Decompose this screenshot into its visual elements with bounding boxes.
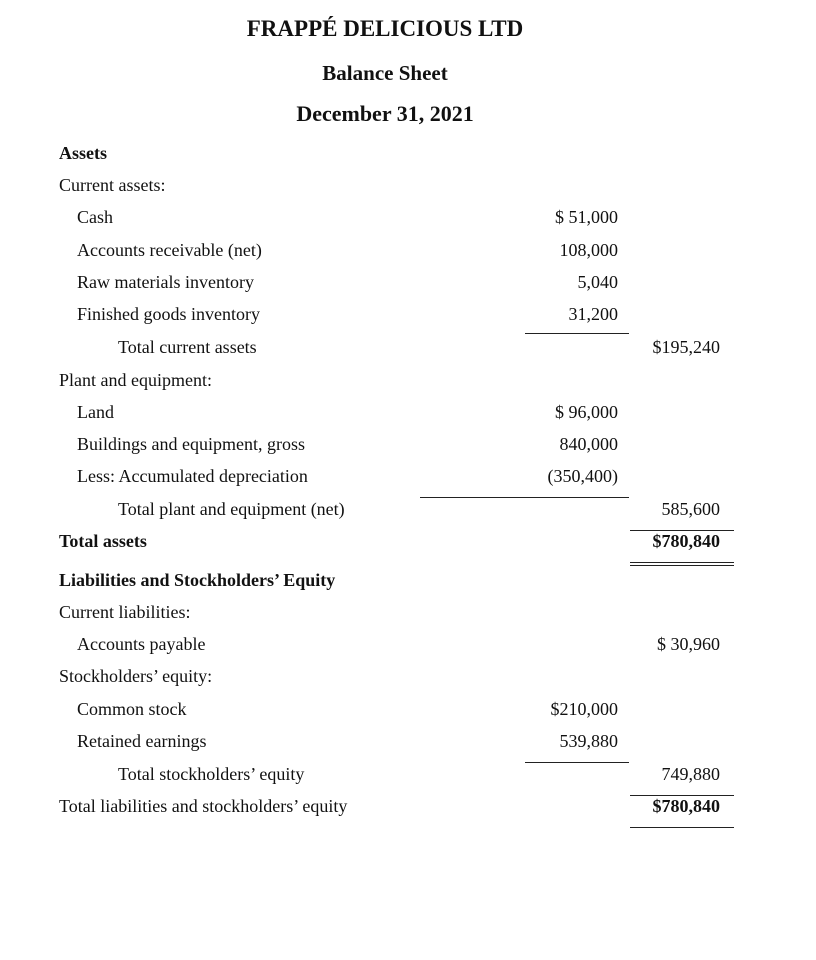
line-item-amount: $ 30,960 bbox=[657, 634, 720, 654]
total-liabilities-equity-label: Total liabilities and stockholders’ equity bbox=[59, 796, 348, 816]
line-item-row bbox=[0, 628, 816, 660]
total-current-assets-label: Total current assets bbox=[118, 337, 257, 357]
line-item-amount: $ 96,000 bbox=[555, 402, 618, 422]
line-item-row bbox=[0, 428, 816, 460]
total-assets-row bbox=[0, 525, 816, 557]
total-liabilities-equity-row bbox=[0, 790, 816, 822]
total-liabilities-equity-amount: $780,840 bbox=[652, 796, 720, 816]
line-item-row bbox=[0, 298, 816, 330]
statement-title: Balance Sheet bbox=[322, 61, 448, 85]
line-item-label: Accounts payable bbox=[77, 634, 206, 654]
line-item-label: Raw materials inventory bbox=[77, 272, 254, 292]
current-liabilities-heading: Current liabilities: bbox=[59, 602, 191, 622]
plant-heading: Plant and equipment: bbox=[59, 370, 212, 390]
liabilities-equity-heading: Liabilities and Stockholders’ Equity bbox=[59, 570, 336, 590]
line-item-row bbox=[0, 266, 816, 298]
total-assets-label: Total assets bbox=[59, 531, 147, 551]
total-assets-amount: $780,840 bbox=[652, 531, 720, 551]
total-current-assets-amount: $195,240 bbox=[652, 337, 720, 357]
plant-heading-row bbox=[0, 364, 816, 396]
equity-heading-row bbox=[0, 660, 816, 692]
line-item-label: Finished goods inventory bbox=[77, 304, 260, 324]
statement-date: December 31, 2021 bbox=[296, 101, 474, 126]
line-item-amount: 108,000 bbox=[559, 240, 618, 260]
line-item-amount: $210,000 bbox=[550, 699, 618, 719]
total-underline-rule bbox=[630, 827, 734, 828]
line-item-label: Land bbox=[77, 402, 114, 422]
line-item-amount: $ 51,000 bbox=[555, 207, 618, 227]
line-item-row bbox=[0, 396, 816, 428]
line-item-amount: (350,400) bbox=[547, 466, 618, 486]
current-assets-heading: Current assets: bbox=[59, 175, 166, 195]
total-equity-amount: 749,880 bbox=[661, 764, 720, 784]
line-item-amount: 5,040 bbox=[577, 272, 618, 292]
total-equity-row bbox=[0, 758, 816, 790]
line-item-row bbox=[0, 460, 816, 492]
current-liabilities-heading-row bbox=[0, 596, 816, 628]
current-assets-heading-row bbox=[0, 169, 816, 201]
total-plant-label: Total plant and equipment (net) bbox=[118, 499, 345, 519]
line-item-row bbox=[0, 201, 816, 233]
line-item-label: Less: Accumulated depreciation bbox=[77, 466, 308, 486]
line-item-amount: 840,000 bbox=[559, 434, 618, 454]
line-item-label: Retained earnings bbox=[77, 731, 207, 751]
line-item-label: Buildings and equipment, gross bbox=[77, 434, 305, 454]
line-item-row bbox=[0, 234, 816, 266]
total-current-assets-row bbox=[0, 331, 816, 363]
line-item-row bbox=[0, 693, 816, 725]
assets-heading-row bbox=[0, 137, 816, 169]
equity-heading: Stockholders’ equity: bbox=[59, 666, 213, 686]
assets-heading: Assets bbox=[59, 143, 107, 163]
company-name: FRAPPÉ DELICIOUS LTD bbox=[246, 16, 524, 41]
total-plant-amount: 585,600 bbox=[661, 499, 720, 519]
line-item-label: Cash bbox=[77, 207, 113, 227]
line-item-amount: 31,200 bbox=[568, 304, 618, 324]
line-item-amount: 539,880 bbox=[559, 731, 618, 751]
total-plant-row bbox=[0, 493, 816, 525]
line-item-label: Accounts receivable (net) bbox=[77, 240, 262, 260]
line-item-label: Common stock bbox=[77, 699, 187, 719]
line-item-row bbox=[0, 725, 816, 757]
liabilities-heading-row bbox=[0, 564, 816, 596]
total-equity-label: Total stockholders’ equity bbox=[118, 764, 305, 784]
